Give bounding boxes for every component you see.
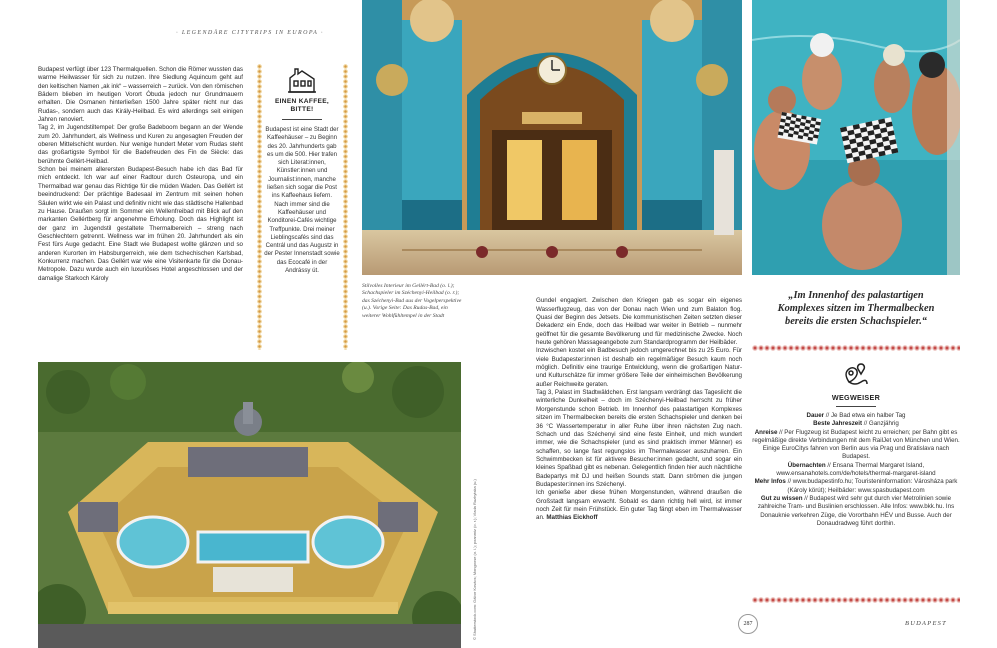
wegweiser-text: // www.budapestinfo.hu; Touristeninformation: Városháza park (Károly körút); Heilbäder: www.spasbudapest.com	[785, 478, 958, 494]
sidebar-text: Budapest ist eine Stadt der Kaffeehäuser – zu Beginn des 20. Jahrhunderts gab es um die 500. Hier trafen sich Literat:innen, Künstler:innen und Journalist:innen, manche ließen sich sogar die Post ins Kaffeehaus liefern. Nach immer sind die Kaffeehäuser und Konditorei-Cafés wichtige Treffpunkte. Drei meiner Lieblingscafés sind das Centrál und das Augustz in der Pester Innenstadt sowie das Ecocafé in der Andrássy út.	[264, 126, 340, 275]
sidebar-ornament-left	[257, 64, 262, 350]
running-head: · LEGENDÄRE CITYTRIPS IN EUROPA ·	[176, 30, 324, 36]
wegweiser-text: // Budapest wird sehr gut durch vier Metrolinien sowie zahlreiche Tram- und Buslinien erschlossen. Alle Infos: www.bkk.hu. Ins Donauknie verkehren Züge, die Vorortbahn HÉV und Busse. Auch der Donaudradweg führt dorthin.	[757, 494, 955, 527]
photo-caption: Stilvolles Interieur im Gellért-Bad (o. l.); Schachspieler im Széchenyi-Heilbad (o. r.); das Széchenyi-Bad aus der Vogelperspektive (u.). Vorige Seite: Das Rudas-Bad, ein weiterer Wohlfühltempel in der Stadt	[362, 283, 462, 319]
middle-text: Gundel engagiert. Zwischen den Kriegen gab es sogar ein eigenes Wasserflugzeug, das von der Donau nach Wien und zum Balaton flog. Quasi der Beginn des Jetsets. Die kommunistischen Zeiten setzten dieser Dekadenz ein Ende, doch das Heilbad war weiter in Betrieb – nunmehr geöffnet für die gesamte Bevölkerung und für medizinische Zwecke. Noch heute gehören Massageangebote zum Standardprogramm der Heilbäder. Inzwischen kostet ein Badbesuch jedoch umgerechnet bis zu 25 Euro. Für viele Budapester:innen ist deshalb ein regelmäßiger Besuch kaum noch möglich. Definitiv eine traurige Entwicklung, wenn die großartigen Natur- und Kulturschätze für immer größere Teile der einheimischen Bevölkerung außer Reichweite geraten. Tag 3, Palast im Stadtwäldchen. Erst langsam verdrängt das Tageslicht die winterliche Dunkelheit – doch im Széchenyi-Heilbad herrscht zu früher Morgenstunde schon Betrieb. Im Innenhof des palastartigen Komplexes sitzen im Thermalbecken bereits die ersten Schachspieler und denken bei 36 °C Wassertemperatur in aller Ruhe über ihren nächsten Zug nach. Schach und das Széchenyi sind eine feste Einheit, und mich wundert immer, wie die Schachspieler (und es sind praktisch immer Männer) es schaffen, so lange fast regungslos im Thermalwasser auszuharren. Ein Schwimmbecken ist für aktivere Besucher:innen gedacht, und sogar ein kleines Spaßbad gibt es nebenan. Gelegentlich finden hier auch nächtliche Badepartys mit DJ und heißen Sounds statt. Dann strömen die jungen Budapester:innen ins Széchenyi. Ich genieße aber diese frühen Morgenstunden, während draußen die Großstadt langsam erwacht. Sobald es dann richtig hell wird, ist immer noch Zeit für mein Frühstück. Ein guter Tag fängt eben im Thermalwasser an.	[536, 297, 742, 522]
wegweiser-label: Dauer	[806, 412, 825, 419]
wegweiser-line	[752, 462, 960, 479]
szechenyi-aerial-photo	[38, 362, 461, 648]
photo-credit: © Shutterstock.com: Gábor Kovács; Mongoose (o. l.); poanmiz (o. r.); Vlada Ruzhytska (u.)	[472, 479, 477, 640]
sidebar-divider	[282, 119, 322, 120]
wegweiser-line	[752, 429, 960, 462]
footer-label: BUDAPEST	[905, 620, 947, 627]
author-name: Matthias Eickhoff	[546, 514, 598, 522]
wegweiser-divider	[836, 406, 876, 407]
wegweiser-title: WEGWEISER	[831, 393, 881, 402]
page-number: 287	[743, 621, 753, 627]
ornament-band-top	[752, 345, 960, 351]
wegweiser-label: Beste Jahreszeit	[813, 420, 863, 428]
sidebar-ornament-right	[343, 64, 348, 350]
sidebar-title-line2: BITTE!	[290, 106, 314, 113]
ornament-band-bottom	[752, 597, 960, 603]
wegweiser-label: Anreise	[754, 428, 778, 436]
wegweiser-text: // Je Bad etwa ein halber Tag	[824, 412, 906, 419]
middle-text-column	[536, 289, 742, 629]
wegweiser-text: // Ganzjährig	[862, 420, 899, 428]
wegweiser-line	[752, 412, 960, 420]
wegweiser-line	[752, 495, 960, 528]
wegweiser-line	[752, 420, 960, 428]
coffee-house-icon	[264, 64, 340, 94]
gellert-interior-photo	[362, 0, 742, 275]
page-number-badge	[738, 614, 758, 634]
wegweiser-label: Gut zu wissen	[760, 494, 803, 502]
wegweiser-label: Mehr Infos	[754, 478, 786, 486]
coffee-sidebar	[264, 64, 340, 275]
chess-players-photo	[752, 0, 960, 275]
wegweiser-text: // Per Flugzeug ist Budapest leicht zu erreichen; per Bahn gibt es regelmäßige direkte Verbindungen mit dem RailJet von München und Wien. Einige EuroCitys fahren von Berlin aus via Prag und Bratislava nach Budapest.	[752, 428, 960, 461]
main-text-column: Budapest verfügt über 123 Thermalquellen. Schon die Römer wussten das warme Heilwasser für sich zu nutzen. Ihre Siedlung Aquincum geht auf den keltischen Namen „ak ink“ – wasserreich – zurück. Von den römischen Bädern blieben im heutigen Vorort Óbuda jedoch nur Grundmauern erhalten. Die Osmanen hinterließen 1500 Jahre später nicht nur das Rudas-, sondern auch das Király-Heilbad. Es wird allerdings seit einigen Jahren renoviert. Tag 2, im Jugendstiltempel: Der große Badeboom begann an der Wende zum 20. Jahrhundert, als Wellness und Kuren zu angesagten Freuden der oberen Mittelschicht wurden. Nur wenige hundert Meter vom Rudas steht das großartigste Symbol für die Badefreuden des Fin de Siècle: das berühmte Gellért-Heilbad. Schon bei meinem allerersten Budapest-Besuch habe ich das Bad für mich entdeckt. Ich war auf einer Radtour durch Osteuropa, und ein Thermalbad war genau das Richtige für die müden Waden. Das Gellért ist beeindruckend: Der prächtige Badesaal im Zentrum mit seinen hohen Säulen wirkt wie ein Palast und definitiv nicht wie das städtische Hallenbad zu Hause. Draußen sorgt im Sommer ein Wellenfreibad mit Blick auf den markanten Gellértberg für angenehme Erholung. Doch das Highlight ist der ganz im Jugendstil gestaltete Thermalbereich – streng nach Geschlechtern getrennt. Wellness war im frühen 20. Jahrhundert als ein Fest fürs Auge gedacht. Eine Stadt wie Budapest wollte glänzen und so anderen Kurorten im Habsburgerreich, wie dem tschechischen Karlsbad, Konkurrenz machen. Das Gellért war wie eine Visitenkarte für die Donau-Metropole. Dazu wurde auch ein luxuriöses Hotel angeschlossen und der damalige Starkoch Károly	[38, 66, 243, 282]
pull-quote: „Im Innenhof des palastartigen Komplexes sitzen im Thermalbecken bereits die ersten Schachspieler.“	[777, 290, 935, 327]
wegweiser-text: // Ensana Thermal Margaret Island, www.ensanahotels.com/de/hotels/thermal-margaret-island	[776, 461, 936, 478]
wegweiser-line	[752, 478, 960, 495]
wegweiser-label: Übernachten	[787, 461, 826, 469]
wegweiser-details	[752, 412, 960, 528]
map-pin-route-icon	[752, 360, 960, 390]
sidebar-title-line1: EINEN KAFFEE,	[274, 98, 330, 105]
wegweiser-box	[752, 358, 960, 528]
